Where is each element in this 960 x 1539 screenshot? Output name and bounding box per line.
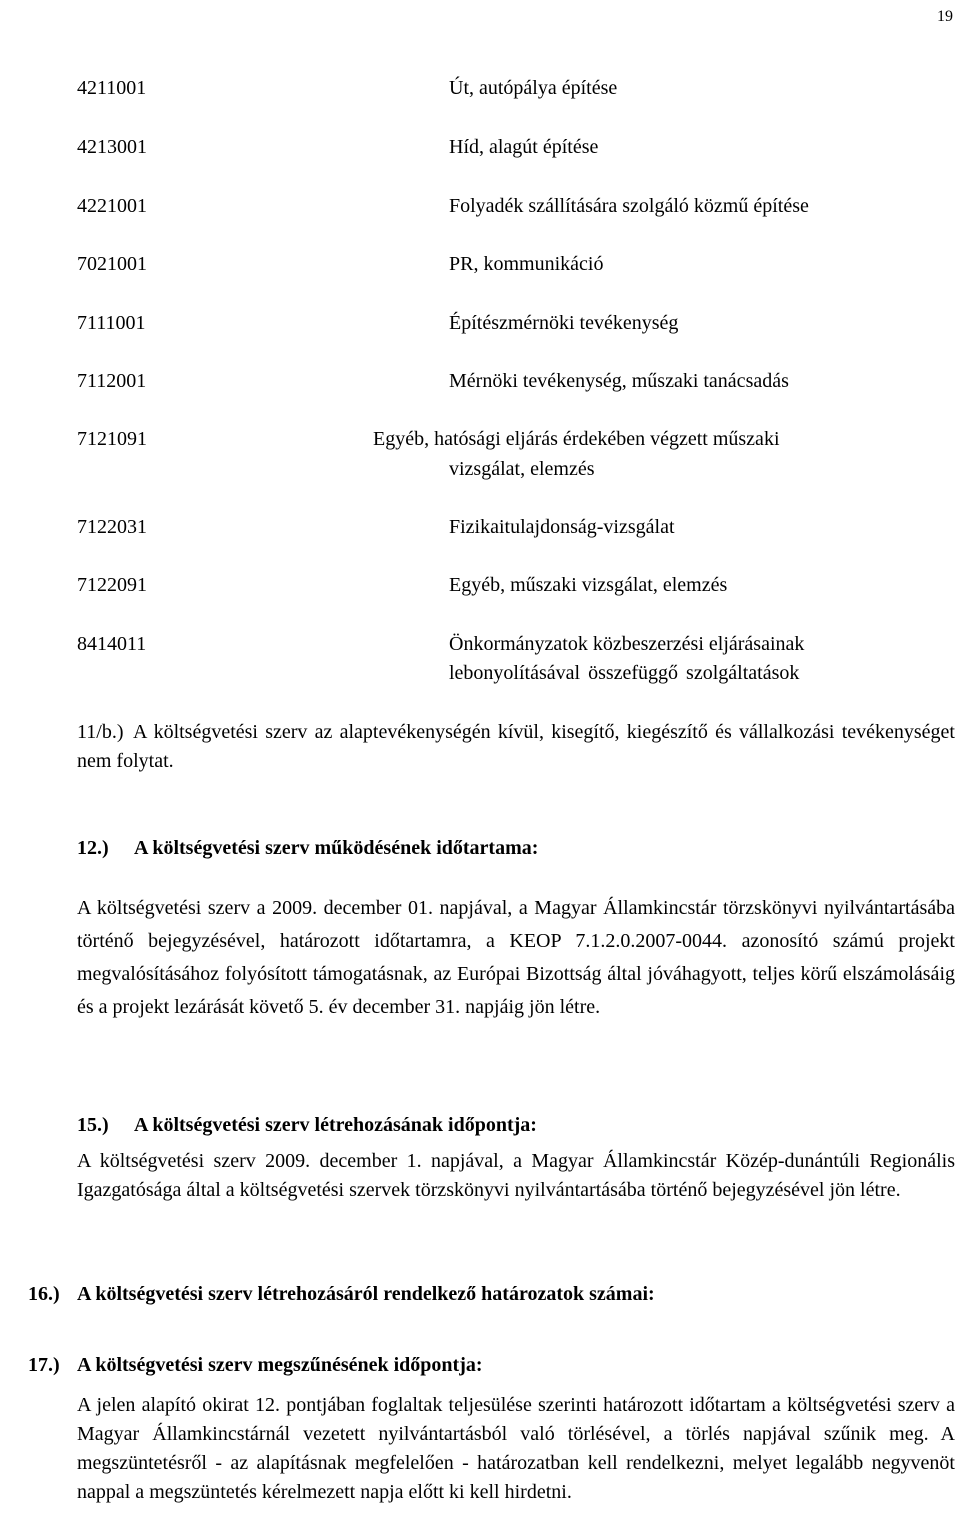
page-number: 19: [937, 8, 953, 25]
activity-description: Folyadék szállítására szolgáló közmű építése: [449, 195, 809, 217]
activity-code: 7122031: [77, 516, 147, 538]
section-paragraph: A jelen alapító okirat 12. pontjában foglaltak teljesülése szerinti határozott időtartam a költségvetési szerv a Magyar Államkincstárnál vezetett nyilvántartásból való törlésével, a törlés napjával szűnik meg. A megszüntetésről - az alapításnak megfelelően - határozatban kell rendelkezni, melyet legalább negyvenöt nappal a megszüntetés kérelmezett napja előtt ki kell hirdetni.: [77, 1394, 955, 1503]
activity-description-continued: lebonyolításával összefüggő szolgáltatások: [449, 662, 800, 684]
section-paragraph: A költségvetési szerv az alaptevékenységén kívül, kisegítő, kiegészítő és vállalkozási tevékenységet nem folytat.: [77, 721, 955, 772]
section-number: 17.): [28, 1354, 60, 1376]
section-heading: A költségvetési szerv létrehozásáról rendelkező határozatok számai:: [77, 1283, 655, 1305]
activity-code: 7111001: [77, 312, 146, 334]
section-number: 11/b.): [77, 721, 124, 743]
activity-code: 7021001: [77, 253, 147, 275]
section-number: 16.): [28, 1283, 60, 1305]
activity-code: 7121091: [77, 428, 147, 450]
section-heading: A költségvetési szerv működésének időtartama:: [134, 837, 539, 859]
activity-description: Mérnöki tevékenység, műszaki tanácsadás: [449, 370, 789, 392]
activity-code: 8414011: [77, 633, 147, 655]
activity-description: Építészmérnöki tevékenység: [449, 312, 679, 334]
activity-description: PR, kommunikáció: [449, 253, 604, 275]
activity-description: Egyéb, hatósági eljárás érdekében végzett műszaki: [373, 428, 780, 450]
activity-description: Önkormányzatok közbeszerzési eljárásainak: [449, 633, 805, 655]
activity-code: 4221001: [77, 195, 147, 217]
activity-description: Út, autópálya építése: [449, 77, 618, 99]
activity-code: 4213001: [77, 136, 147, 158]
activity-code: 4211001: [77, 77, 147, 99]
section-number: 15.): [77, 1114, 109, 1136]
section-paragraph: A költségvetési szerv a 2009. december 01. napjával, a Magyar Államkincstár törzskönyvi nyilvántartásába történő bejegyzésével, határozott időtartamra, a KEOP 7.1.2.0.2007-0044. azonosító számú projekt megvalósításához folyósított támogatásnak, az Európai Bizottság által jóváhagyott, teljes körű elszámolásáig és a projekt lezárását követő 5. év december 31. napjáig jön létre.: [77, 897, 955, 1018]
activity-code: 7112001: [77, 370, 147, 392]
activity-description: Fizikaitulajdonság-vizsgálat: [449, 516, 675, 538]
activity-code: 7122091: [77, 574, 147, 596]
section-heading: A költségvetési szerv megszűnésének időpontja:: [77, 1354, 483, 1376]
section-heading: A költségvetési szerv létrehozásának időpontja:: [134, 1114, 537, 1136]
activity-description: Híd, alagút építése: [449, 136, 599, 158]
section-number: 12.): [77, 837, 109, 859]
section-paragraph: A költségvetési szerv 2009. december 1. napjával, a Magyar Államkincstár Közép-dunántúli Regionális Igazgatósága által a költségvetési szervek törzskönyvi nyilvántartásába történő bejegyzésével jön létre.: [77, 1150, 955, 1201]
activity-description-continued: vizsgálat, elemzés: [449, 458, 595, 480]
activity-description: Egyéb, műszaki vizsgálat, elemzés: [449, 574, 728, 596]
